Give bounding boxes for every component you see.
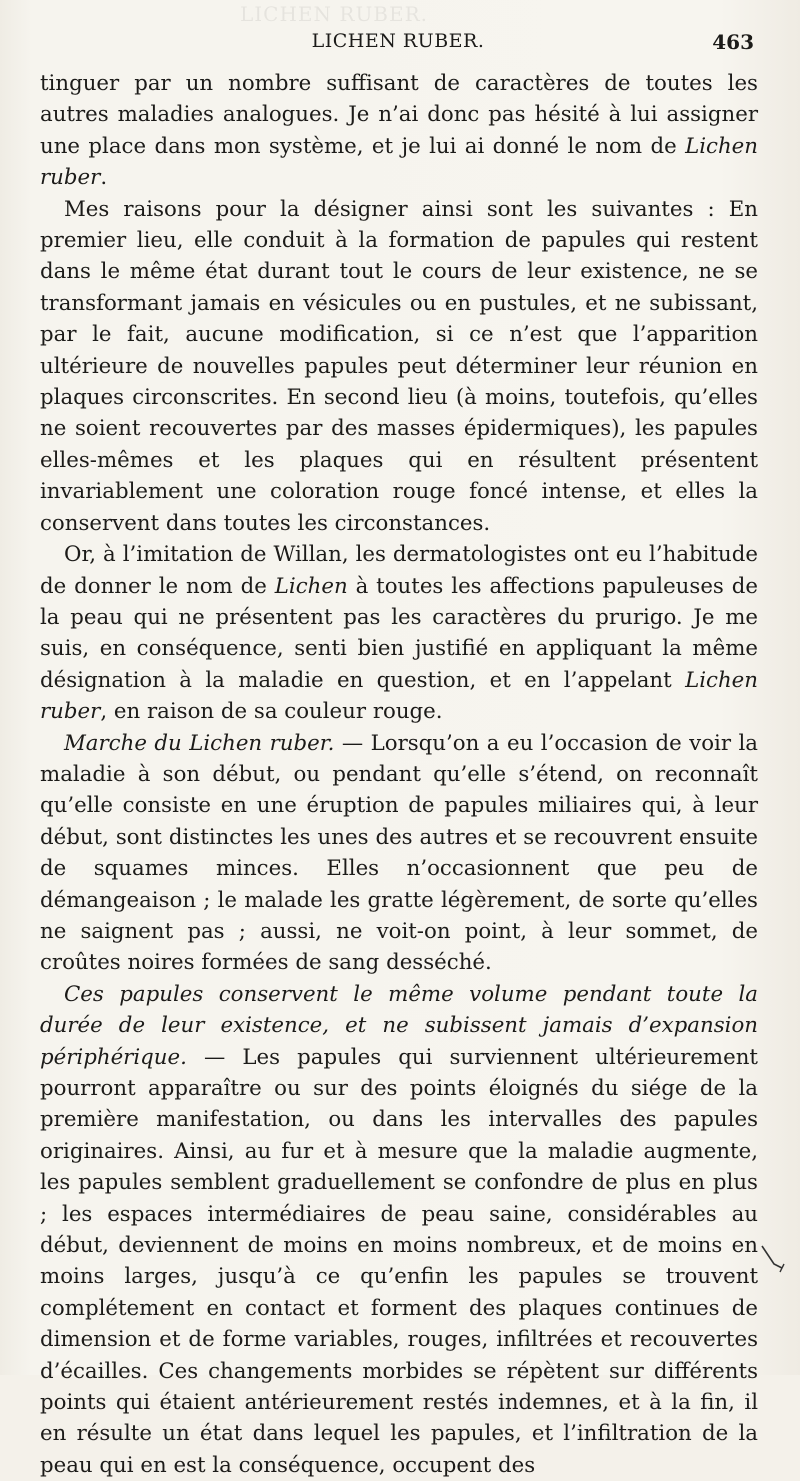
bleed-through-text: LICHEN RUBER. — [240, 2, 429, 26]
italic-run: Ces papules conservent le même volume pendant toute la durée de leur existence, et ne subissent jamais d’expansion périphérique. — [40, 981, 758, 1070]
text-run: tinguer par un nombre suffisant de caractères de toutes les autres maladies analogues. Je n’ai donc pas hésité à lui assigner une place dans mon système, et je lui ai donné le nom de — [40, 71, 758, 159]
text-run: , en raison de sa couleur rouge. — [100, 699, 443, 725]
margin-pencil-mark-icon — [760, 1242, 786, 1282]
paragraph — [40, 979, 758, 1481]
paragraph — [40, 68, 758, 194]
paragraph — [40, 194, 758, 539]
text-run: à toutes les affections papuleuses de la peau qui ne présentent pas les caractères du prurigo. Je me suis, en conséquence, senti bien justifié en appliquant la même désignation à la maladie en question, et en l’appelant — [40, 573, 758, 693]
body-text — [40, 68, 758, 1481]
paragraph — [40, 539, 758, 727]
text-run: Mes raisons pour la désigner ainsi sont les suivantes : En premier lieu, elle conduit à la formation de papules qui restent dans le même état durant tout le cours de leur existence, ne se transformant jamais en vésicules ou en pustules, et ne subissant, par le fait, aucune modification, si ce n’est que l’apparition ultérieure de nouvelles papules peut déterminer leur réunion en plaques circonscrites. En second lieu (à moins, toutefois, qu’elles ne soient recouvertes par des masses épidermiques), les papules elles-mêmes et les plaques qui en résultent présentent invariablement une coloration rouge foncé intense, et elles la conservent dans toutes les circonstances. — [40, 196, 758, 536]
italic-run: Lichen ruber — [40, 667, 758, 725]
italic-run: Lichen — [274, 573, 348, 599]
italic-run: Marche du Lichen ruber. — [64, 730, 335, 756]
text-run: Or, à l’imitation de Willan, les dermatologistes ont eu l’habitude de donner le nom de — [40, 542, 758, 599]
running-title: LICHEN RUBER. — [311, 30, 485, 52]
page-header — [42, 30, 754, 60]
italic-run: Lichen ruber — [40, 133, 758, 191]
text-run: — Les papules qui surviennent ultérieurement pourront apparaître ou sur des points éloignés du siége de la première manifestation, ou dans les intervalles des papules originaires. Ainsi, au fur et à mesure que la maladie augmente, les papules semblent graduellement se confondre de plus en plus ; les espaces intermédiaires de peau saine, considérables au début, deviennent de moins en moins nombreux, et de moins en moins larges, jusqu’à ce qu’enfin les papules se trouvent complétement en contact et forment des plaques continues de dimension et de forme variables, rouges, infiltrées et recouvertes d’écailles. Ces changements morbides se répètent sur différents points qui étaient antérieurement restés indemnes, et à la fin, il en résulte un état dans lequel les papules, et l’infiltration de la peau qui en est la conséquence, occupent des — [40, 1044, 758, 1478]
text-run: — Lorsqu’on a eu l’occasion de voir la maladie à son début, ou pendant qu’elle s’étend, on reconnaît qu’elle consiste en une éruption de papules miliaires qui, à leur début, sont distinctes les unes des autres et se recouvrent ensuite de squames minces. Elles n’occasionnent que peu de démangeaison ; le malade les gratte légèrement, de sorte qu’elles ne saignent pas ; aussi, ne voit-on point, à leur sommet, de croûtes noires formées de sang desséché. — [40, 730, 758, 976]
page-number: 463 — [712, 30, 754, 54]
paragraph — [40, 728, 758, 979]
text-run: . — [100, 165, 108, 191]
